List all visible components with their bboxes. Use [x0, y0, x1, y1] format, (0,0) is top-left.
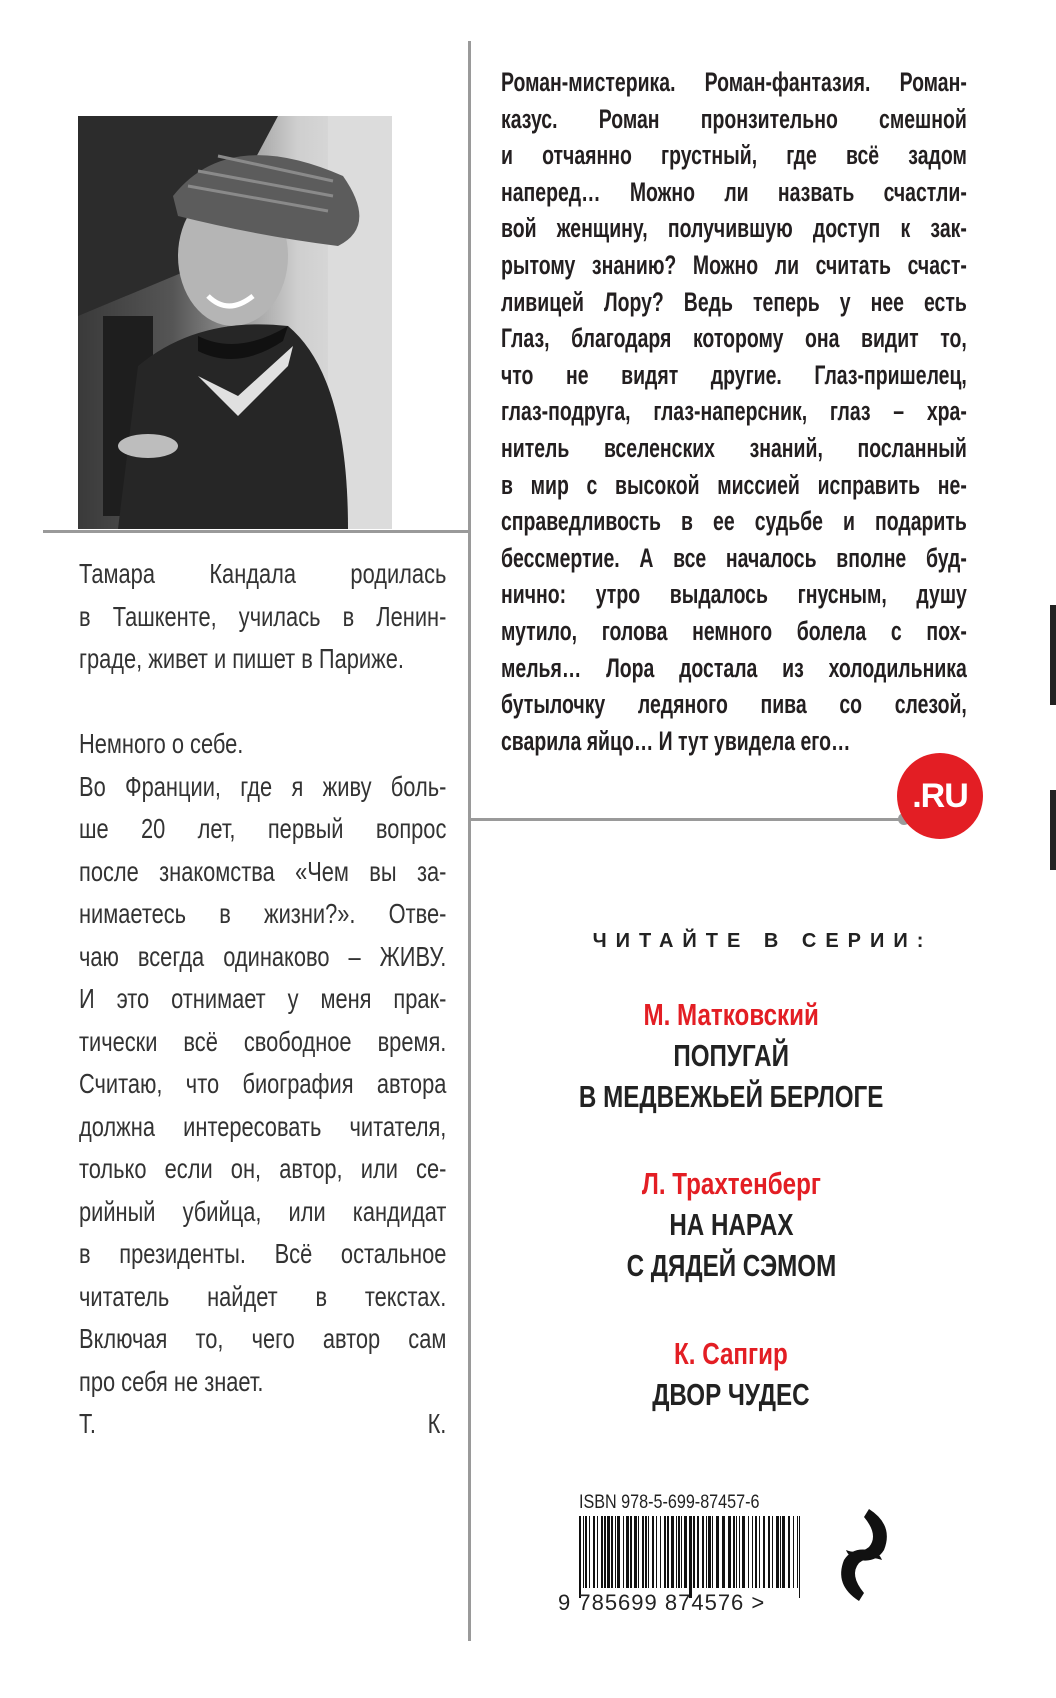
author-bio	[79, 553, 446, 1446]
bio-line: тически всё свободное время.	[79, 1025, 447, 1057]
barcode-bar	[681, 1516, 682, 1588]
book-title-line: НА НАРАХ	[668, 1207, 794, 1242]
barcode-bar	[648, 1516, 649, 1588]
annotation-line: казус. Роман пронзительно смешной	[501, 103, 967, 134]
barcode-bar	[797, 1516, 798, 1588]
ru-badge: .RU	[897, 753, 983, 839]
barcode-bar	[589, 1516, 590, 1588]
annotation-line: нично: утро выдалось гнусным, душу	[501, 579, 967, 610]
barcode-bar	[748, 1516, 749, 1588]
author-photo	[78, 116, 392, 529]
bio-line: чаю всегда одинаково – ЖИВУ.	[79, 940, 447, 972]
book-title-line: С ДЯДЕЙ СЭМОМ	[626, 1248, 836, 1283]
author-signature: Т. К.	[79, 1408, 447, 1439]
barcode-bar	[780, 1516, 781, 1588]
barcode-bar	[742, 1516, 745, 1588]
bio-intro	[79, 553, 446, 681]
bio-line: ше 20 лет, первый вопрос	[79, 813, 447, 844]
barcode-bar	[788, 1516, 790, 1588]
bio-line: должна интересовать читателя,	[79, 1110, 447, 1142]
barcode-bar	[634, 1516, 637, 1588]
barcode-bar	[799, 1516, 800, 1598]
barcode-bar	[601, 1516, 603, 1588]
paragraph-gap	[79, 681, 446, 724]
series-book	[469, 994, 993, 1117]
barcode-bar	[597, 1516, 598, 1588]
annotation-line: мутило, голова немного болела с пох-	[501, 615, 967, 646]
publisher-logo-icon	[834, 1505, 894, 1605]
book-title-line: В МЕДВЕЖЬЕЙ БЕРЛОГЕ	[578, 1079, 884, 1114]
bio-line: Во Франции, где я живу боль-	[79, 770, 447, 802]
barcode-bar	[678, 1516, 680, 1588]
bio-line: Включая то, чего автор сам	[79, 1323, 447, 1354]
bio-line: Считаю, что биография автора	[79, 1068, 447, 1099]
book-author: М. Матковский	[643, 997, 819, 1032]
book-author: К. Сапгир	[674, 1336, 788, 1371]
series-heading: ЧИТАЙТЕ В СЕРИИ:	[592, 930, 933, 952]
bio-line: только если он, автор, или се-	[79, 1153, 447, 1184]
barcode-bar	[660, 1516, 661, 1588]
barcode-bar	[728, 1516, 731, 1588]
bio-line: Тамара Кандала родилась	[79, 558, 447, 589]
annotation-line: в мир с высокой миссией исправить не-	[501, 469, 967, 500]
barcode-bar	[722, 1516, 725, 1588]
annotation-divider	[469, 818, 904, 821]
barcode-bar	[752, 1516, 753, 1588]
barcode-bar	[782, 1516, 785, 1588]
barcode-bar	[736, 1516, 737, 1588]
annotation-line: наперед… Можно ли назвать счастли-	[501, 176, 967, 207]
barcode-bar	[689, 1516, 692, 1598]
annotation-line: ливицей Лору? Ведь теперь у нее есть	[501, 286, 967, 317]
barcode-bar	[706, 1516, 707, 1588]
barcode-bar	[667, 1516, 669, 1588]
isbn-label: ISBN 978-5-699-87457-6	[579, 1492, 760, 1513]
barcode-bar	[615, 1516, 616, 1588]
barcode	[579, 1516, 804, 1598]
annotation-line: мелья… Лора достала из холодильника	[501, 652, 967, 683]
barcode-bar	[623, 1516, 624, 1588]
series-book	[469, 1163, 993, 1286]
barcode-bar	[607, 1516, 610, 1588]
annotation-line: и отчаянно грустный, где всё задом	[501, 140, 967, 171]
barcode-bar	[630, 1516, 632, 1588]
barcode-digits: 9 785699 874576 >	[558, 1590, 766, 1615]
bio-line: про себя не знает.	[79, 1365, 264, 1397]
bio-line: в президенты. Всё остальное	[79, 1238, 447, 1269]
barcode-bar	[579, 1516, 581, 1598]
bio-about-self	[79, 723, 446, 1403]
series-book	[469, 1333, 993, 1415]
barcode-bar	[712, 1516, 713, 1588]
barcode-bar	[652, 1516, 654, 1588]
barcode-bar	[664, 1516, 666, 1588]
barcode-bar	[733, 1516, 735, 1588]
annotation-line: бутылочку ледяного пива со слезой,	[501, 689, 967, 720]
barcode-bar	[656, 1516, 657, 1588]
barcode-bar	[604, 1516, 606, 1588]
barcode-bar	[684, 1516, 687, 1588]
barcode-bar	[638, 1516, 639, 1588]
barcode-bar	[702, 1516, 704, 1588]
spine-edge-mark	[1050, 790, 1056, 870]
bio-line: Немного о себе.	[79, 728, 244, 759]
barcode-bar	[585, 1516, 587, 1588]
bio-line: читатель найдет в текстах.	[79, 1280, 447, 1312]
bio-line: И это отнимает у меня прак-	[79, 983, 447, 1014]
annotation-line: сварила яйцо… И тут увидела его…	[501, 725, 851, 756]
spine-edge-mark	[1050, 605, 1056, 705]
bio-line: нимаетесь в жизни?». Отве-	[79, 898, 447, 929]
barcode-bar	[626, 1516, 629, 1588]
barcode-bar	[697, 1516, 699, 1588]
barcode-bar	[793, 1516, 794, 1588]
barcode-bar	[676, 1516, 677, 1588]
annotation-line: что не видят другие. Глаз-пришелец,	[501, 359, 967, 390]
barcode-bar	[593, 1516, 595, 1588]
photo-divider	[43, 530, 469, 533]
book-title-line: ДВОР ЧУДЕС	[652, 1377, 810, 1412]
barcode-bar	[759, 1516, 760, 1588]
book-author: Л. Трахтенберг	[641, 1166, 821, 1201]
bio-line: после знакомства «Чем вы за-	[79, 855, 447, 887]
annotation-line: Роман-мистерика. Роман-фантазия. Роман-	[501, 67, 967, 97]
bio-line: рийный убийца, или кандидат	[79, 1195, 447, 1227]
barcode-bar	[611, 1516, 613, 1588]
annotation-line: нитель вселенских знаний, посланный	[501, 432, 967, 463]
annotation-line: глаз-подруга, глаз-наперсник, глаз – хра-	[501, 396, 967, 427]
annotation-line: вой женщину, получившую доступ к зак-	[501, 213, 967, 244]
barcode-bar	[642, 1516, 644, 1588]
annotation-line: Глаз, благодаря которому она видит то,	[501, 323, 967, 354]
barcode-bar	[763, 1516, 765, 1588]
barcode-bar	[693, 1516, 695, 1588]
barcode-bar	[739, 1516, 740, 1588]
book-title-line: ПОПУГАЙ	[673, 1038, 789, 1073]
barcode-bar	[768, 1516, 770, 1588]
barcode-bar	[645, 1516, 647, 1588]
barcode-bar	[772, 1516, 773, 1588]
barcode-bar	[755, 1516, 757, 1588]
barcode-bar	[716, 1516, 719, 1588]
barcode-bar	[583, 1516, 584, 1588]
bio-line: граде, живет и пишет в Париже.	[79, 643, 404, 674]
annotation-line: бессмертие. А все началось вполне буд-	[501, 542, 967, 573]
bio-line: в Ташкенте, училась в Ленин-	[79, 600, 447, 632]
barcode-bar	[776, 1516, 779, 1588]
barcode-bar	[617, 1516, 620, 1588]
annotation-line: рытому знанию? Можно ли считать счаст-	[501, 249, 967, 280]
barcode-bar	[708, 1516, 711, 1588]
barcode-bar	[671, 1516, 674, 1588]
author-photo-illustration	[78, 116, 392, 529]
annotation-line: справедливость в ее судьбе и подарить	[501, 506, 967, 537]
book-annotation	[501, 64, 967, 759]
